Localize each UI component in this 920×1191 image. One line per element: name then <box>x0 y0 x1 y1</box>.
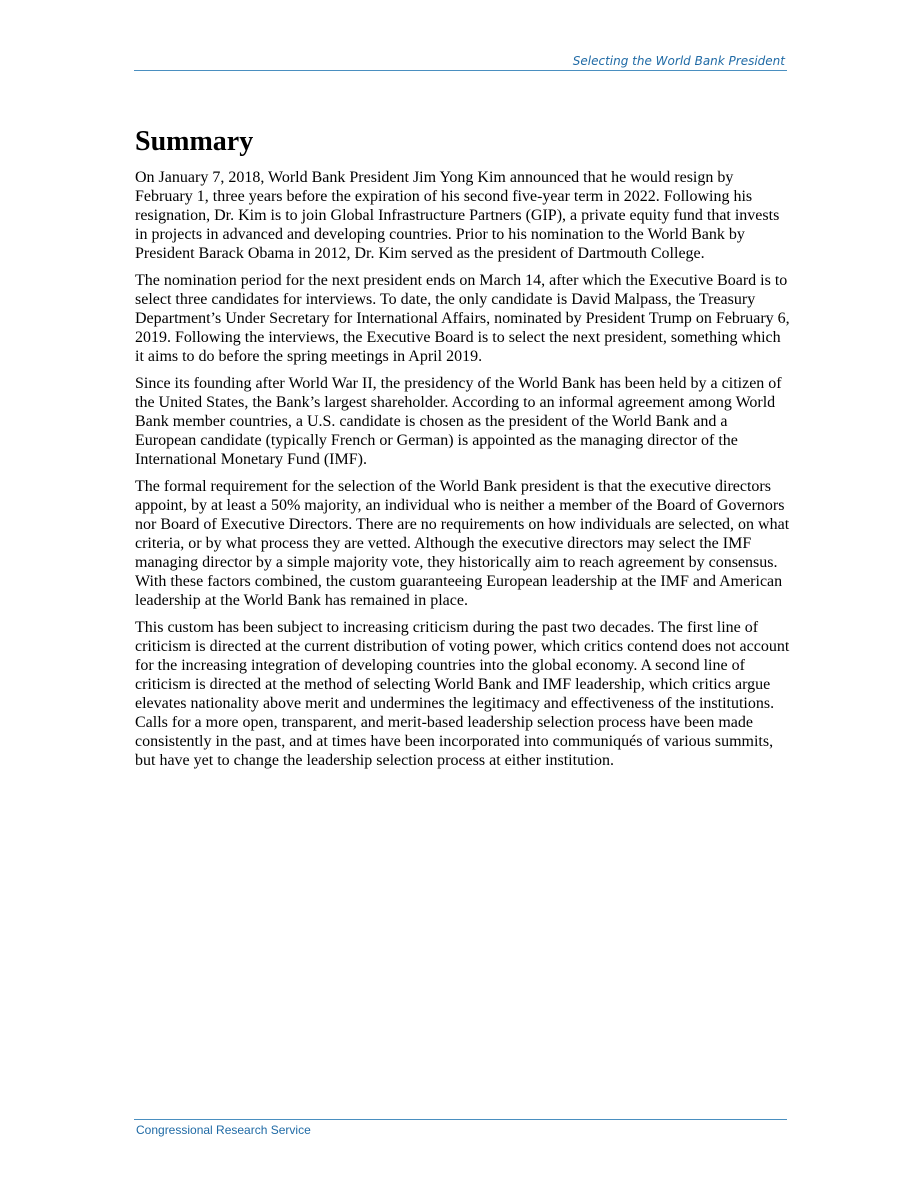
summary-paragraph-4: The formal requirement for the selection of the World Bank president is that the executive directors appoint, by at least a 50% majority, an individual who is neither a member of the Board of Governors nor Board of Executive Directors. There are no requirements on how individuals are selected, on what criteria, or by what process they are vetted. Although the executive directors may select the IMF managing director by a simple majority vote, they historically aim to reach agreement by consensus. With these factors combined, the custom guaranteeing European leadership at the IMF and American leadership at the World Bank has remained in place. <box>135 478 790 609</box>
summary-paragraph-2: The nomination period for the next president ends on March 14, after which the Executive Board is to select three candidates for interviews. To date, the only candidate is David Malpass, the Treasury Department’s Under Secretary for International Affairs, nominated by President Trump on February 6, 2019. Following the interviews, the Executive Board is to select the next president, something which it aims to do before the spring meetings in April 2019. <box>135 272 790 365</box>
running-header-title: Selecting the World Bank President <box>572 54 785 68</box>
page-header <box>134 54 787 71</box>
summary-paragraph-1: On January 7, 2018, World Bank President Jim Yong Kim announced that he would resign by February 1, three years before the expiration of his second five-year term in 2022. Following his resignation, Dr. Kim is to join Global Infrastructure Partners (GIP), a private equity fund that invests in projects in advanced and developing countries. Prior to his nomination to the World Bank by President Barack Obama in 2012, Dr. Kim served as the president of Dartmouth College. <box>135 169 780 262</box>
footer-organization: Congressional Research Service <box>136 1123 311 1137</box>
page-footer <box>134 1119 787 1137</box>
summary-section <box>135 124 790 778</box>
summary-paragraph-5: This custom has been subject to increasing criticism during the past two decades. The first line of criticism is directed at the current distribution of voting power, which critics contend does not account for the increasing integration of developing countries into the global economy. A second line of criticism is directed at the method of selecting World Bank and IMF leadership, which critics argue elevates nationality above merit and undermines the legitimacy and effectiveness of the institutions. Calls for a more open, transparent, and merit-based leadership selection process have been made consistently in the past, and at times have been incorporated into communiqués of various summits, but have yet to change the leadership selection process at either institution. <box>135 619 790 769</box>
section-heading: Summary <box>135 126 254 157</box>
summary-paragraph-3: Since its founding after World War II, the presidency of the World Bank has been held by a citizen of the United States, the Bank’s largest shareholder. According to an informal agreement among World Bank member countries, a U.S. candidate is chosen as the president of the World Bank and a European candidate (typically French or German) is appointed as the managing director of the International Monetary Fund (IMF). <box>135 375 782 468</box>
